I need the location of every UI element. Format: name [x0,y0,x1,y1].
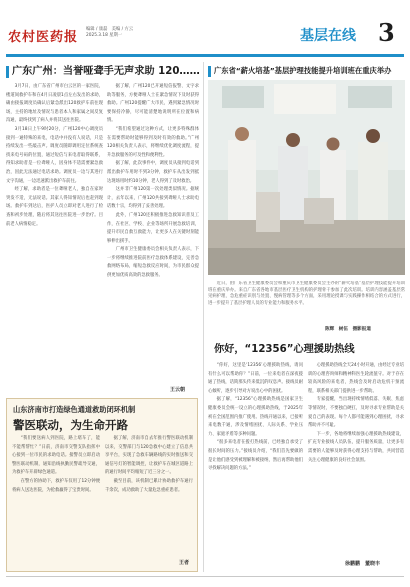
article-paragraph: “你好，这里是‘12356’心理援助热线，请问有什么可以帮助你？”日前，一位来电者在深夜拨通了热线，话筒那头传来低沉的叹息声。接线员耐心倾听，逐步引导对方说出心中的困扰。 [208,363,303,394]
article-paragraph: 据了解，广州120已开通短信报警、文字求助等服务，方便聋哑人士在紧急情况下及时获得救助。广州120提醒广大市民，遇到紧急情况时要保持冷静，尽可能清楚地说明所在位置和病情。 [107,84,199,124]
boxed-headline: 警医联动，为生命开路 [13,418,128,432]
article-paragraph: “我们要送病人到医院，路上堵车了，能不能帮帮忙？”日前，济南市交警支队指挥中心接到一位市民的求助电话。接警员立即启动警医联动机制，通知沿线执勤民警疏导交通，为救护车开辟绿色通道。 [12,436,100,476]
masthead-rule [6,54,404,57]
page-footer-rule [6,576,404,577]
boxed-body-col1 [12,435,100,565]
edition-editors: 编辑 / 康磊 美编 / 方云 [86,27,134,32]
article-paragraph: 广州市卫生健康委员会相关负责人表示，下一步将继续推进院前医疗急救体系建设，完善急救网络布局，缩短急救反应时间，为市民群众提供更加优质高效的急救服务。 [107,247,199,279]
headline-marker [6,66,9,78]
column-divider [203,62,204,572]
edition-meta [86,27,133,38]
hotline-body-col1 [208,362,303,572]
hotline-body-col2 [308,362,404,554]
article-paragraph: 3月18日上午9时20分，广州120中心调度员接到一通特殊的来电，电话中并没有人说话，只是持续发出一些敲击声。调度员随即调用定位系统查找来电号码的位置，通过短信与来电者取得联系，得知求助者是一位聋哑人，因身体不适需要紧急救治，因此无法通过电话求助。调度员一边与其进行文字沟通，一边迅速派出救护车前往。 [6,126,103,184]
page-number: 3 [378,18,395,47]
article-paragraph: “很多来电者在拨打热线前，已经独自承受了很长时间的压力。”接线员介绍，“我们首先要做的是让他们感受到被理解和被接纳，然后再帮助他们寻找解决问题的方法。” [208,440,303,472]
article-paragraph: 截至目前，该机制已累计协助救护车通行千余次，成功救助了大量危急重症患者。 [105,478,193,493]
article-paragraph: 下一步，各地将继续加强心理援助热线建设，扩充专业接线人员队伍，提升服务质量，让更多有需要的人能够及时获得心理支持与帮助，共同营造关注心理健康的良好社会氛围。 [308,431,404,463]
hotline-headline: 你好，“12356”心理援助热线 [214,344,355,355]
section-title: 基层在线 [300,28,356,44]
edition-date: 2025.3.18 星期一 [86,32,123,38]
photo-credit: 陈辉 树伍 摄影报道 [325,327,371,332]
training-class-photo [208,80,405,275]
headline-marker [208,66,211,77]
newspaper-name: 农村医药报 [8,30,78,45]
article-paragraph: 据了解，此次事件中，调度员从接到电话到派出救护车用时不到3分钟，救护车从出发到抵达现场用时约10分钟，老人得到了及时救治。 [107,161,199,184]
article-body-col2 [107,83,199,383]
boxed-kicker: 山东济南市打造绿色通道救助闭环机制 [13,405,136,414]
photo-caption: 近日，由广东省卫生健康委员会和重庆市卫生健康委员会主办的“薪火培基”基层护理技能提升培训班在重庆举办。来自广东省各地市基层医疗卫生机构的护理骨干参加了此次培训。培训内容涵盖基层常见病护理、急危重症识别与处置、慢病管理等多个方面，采用理论授课与实践操作相结合的方式进行，进一步提升了基层护理人员的专业能力和服务水平。 [208,281,405,306]
article-paragraph: 据了解，“12356”心理援助热线是国家卫生健康委员会统一设立的心理援助热线，于2025年初在全国范围内推广使用。热线开通以来，已接听来电数千通，涉及情绪困扰、人际关系、学业压力、家庭矛盾等多种问题。 [208,397,303,437]
hotline-author: 徐鹏鹏 董晓丰 [345,561,381,567]
group-photo-image [208,80,405,275]
article-paragraph: 心理援助热线全天24小时开通，由经过专业培训的心理咨询师和精神科医生轮流值守。对于存在较高风险的来电者，热线会及时启动危机干预流程，联系相关部门提供进一步帮助。 [308,363,404,394]
article-headline: 广东广州：当誉哑聋手无声求助 120…… [12,66,200,77]
article-body-col1 [6,83,103,373]
article-paragraph: 据了解，济南市自去年推行警医联动机制以来，交警部门与120急救中心建立了信息共享平台，实现了急救车辆路线的实时推送和交通信号灯的智能调控，让救护车在城区道路上的通行时间平均缩短了近三分之一。 [105,436,193,476]
article-author: 王云朝 [170,387,186,393]
boxed-article [6,398,198,572]
photo-news-headline: 广东省“薪火培基”基层护理技能提升培训班在重庆举办 [214,66,392,75]
article-paragraph: 这并非广州120第一次处理类似情况。据统计，去年以来，广州120共接到聋哑人士求助电话数十宗，均得到了妥善处理。 [107,187,199,210]
article-paragraph: 3月7日，由广东省广州市白云区的一家医院，楼道间救护车和在4月日凌晨1点左右发出的求助，确由接报调度员确认后紧急派出120救护车前往现场，主持的地址及情况与患者本人和家属之间反复沟通，最终找到了病人并将其送往医院。 [6,84,103,124]
article-paragraph: 在警方的协助下，救护车仅用了12分钟便将病人送达医院，为抢救赢得了宝贵时间。 [12,478,100,493]
boxed-author: 王者 [179,560,190,566]
article-paragraph: 此外，广州120还积极推进急救知识普及工作，在社区、学校、企业等场所开展急救培训，提升市民自救互救能力，让更多人在关键时刻能够伸出援手。 [107,212,199,244]
article-paragraph: “我们希望通过这种方式，让更多特殊群体在需要帮助时能够得到及时有效的救助。”广州120相关负责人表示，将继续优化调度流程，提升急救服务的可及性和便利性。 [107,126,199,158]
masthead [0,0,410,56]
article-paragraph: 经了解，求助者是一位聋哑老人，独自在家时突发不适，无法说话。其家人得知情况后也赶到现场。救护车到达后，医护人员立即对老人进行了检查和初步处理，随后将其送往医院进一步治疗。目前老人病情稳定。 [6,187,103,227]
boxed-body-col2 [105,435,193,555]
article-paragraph: 专家提醒，当出现持续情绪低落、失眠、焦虑等情况时，不要独自硬扛，及时寻求专业帮助是关爱自己的表现。每个人都可能遇到心理困扰，寻求帮助并不可耻。 [308,397,404,429]
